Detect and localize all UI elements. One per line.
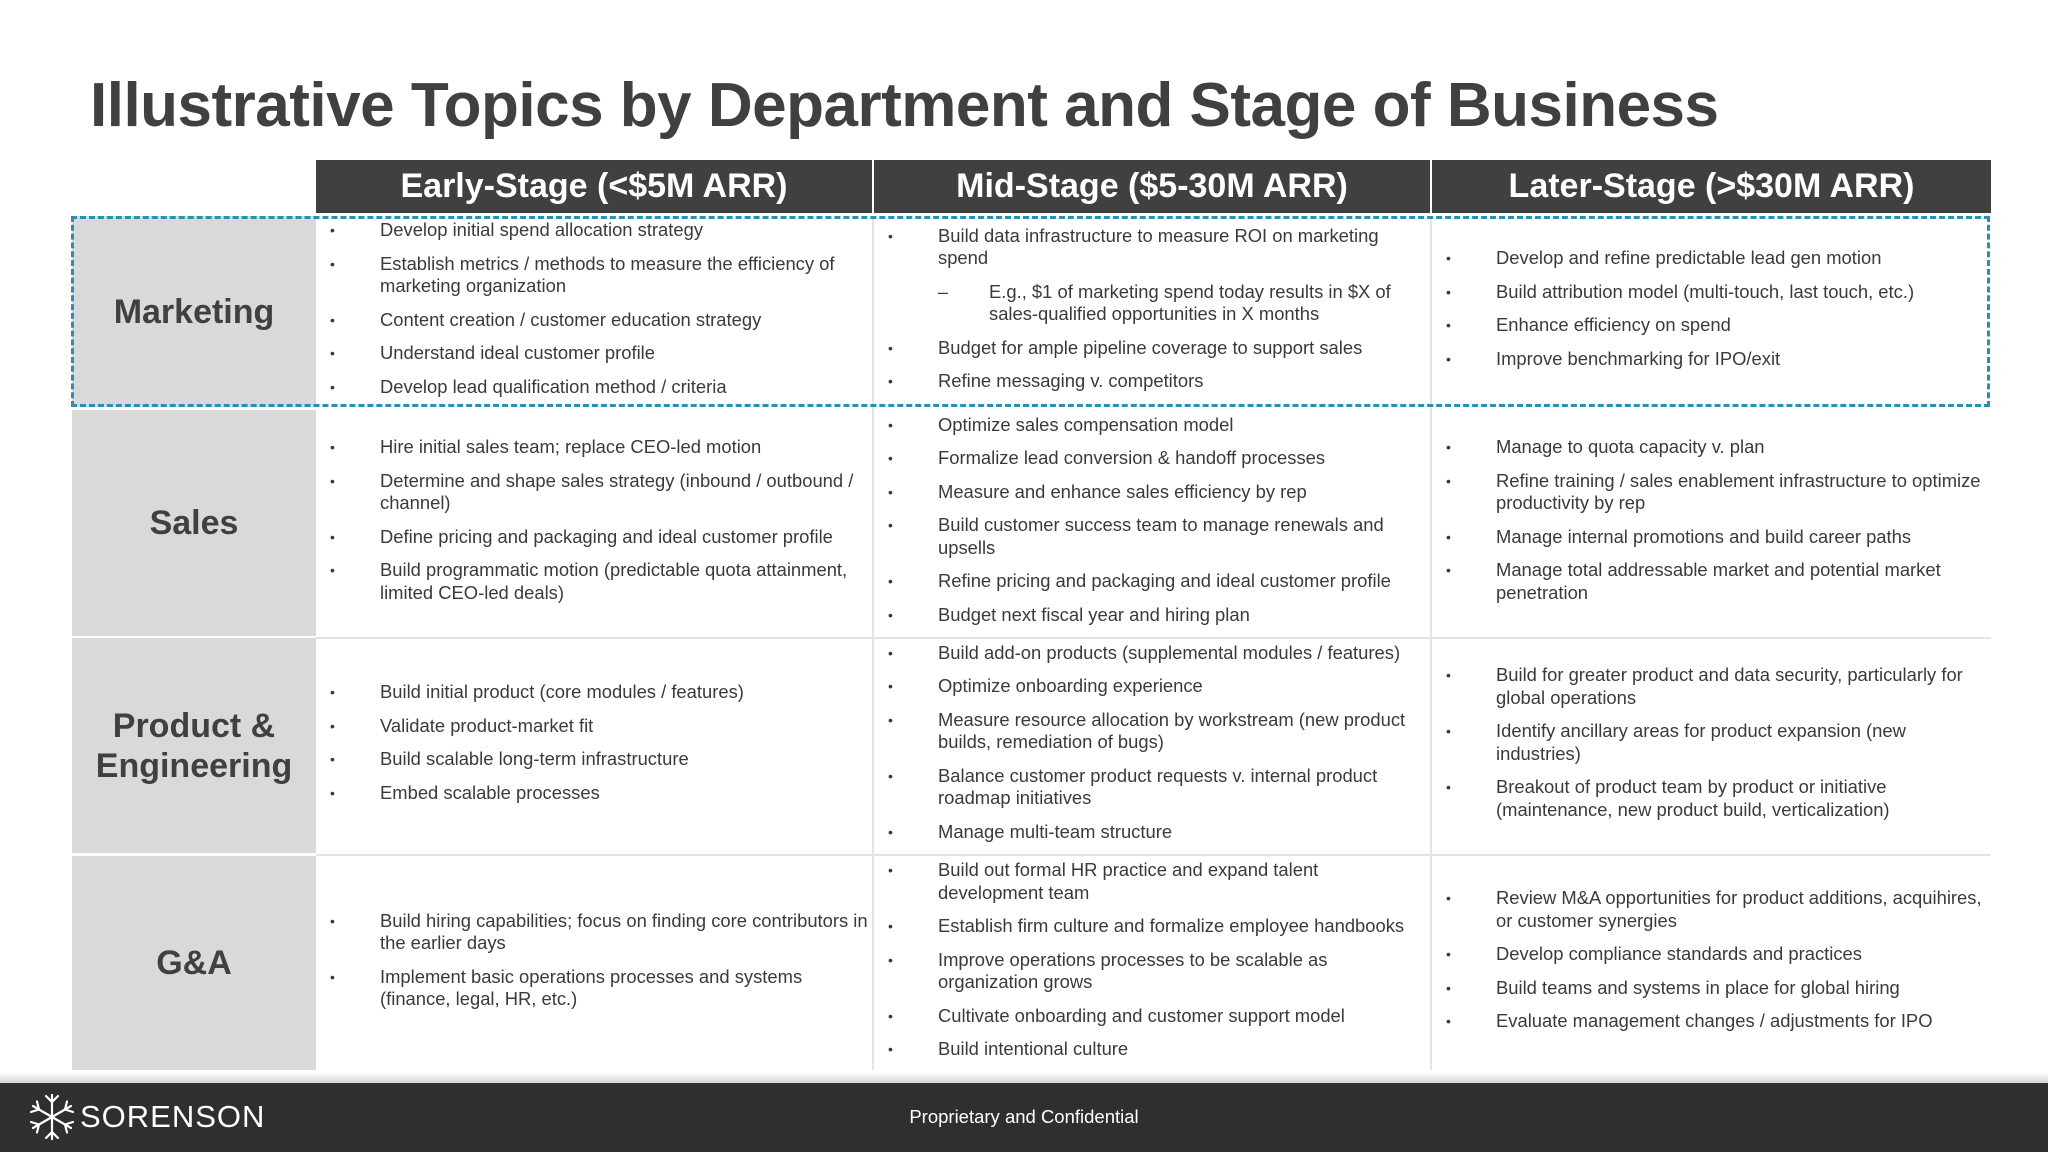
list-item-text: Balance customer product requests v. internal product roadmap initiatives: [938, 764, 1378, 809]
list-item-text: Evaluate management changes / adjustments for IPO: [1496, 1010, 1933, 1032]
bullet-marker: –: [938, 281, 949, 302]
list-item: [1432, 776, 1988, 821]
bullet-list: [316, 431, 868, 615]
bullet-marker: •: [330, 562, 335, 578]
list-item-text: Improve benchmarking for IPO/exit: [1496, 347, 1781, 369]
list-item: [1432, 436, 1988, 459]
list-item: [316, 966, 868, 1011]
list-item-text: Refine messaging v. competitors: [938, 370, 1204, 391]
bullet-list: [316, 676, 868, 815]
list-item: [874, 821, 1426, 844]
logo-text: SORENSON: [80, 1099, 266, 1134]
bullet-marker: •: [1446, 1013, 1451, 1030]
bullet-marker: •: [888, 951, 893, 968]
bullet-marker: •: [888, 918, 893, 935]
row-label-text: Sales: [149, 504, 239, 542]
bullet-marker: •: [330, 684, 335, 700]
list-item: [874, 859, 1426, 904]
list-item-text: Measure and enhance sales efficiency by rep: [938, 480, 1307, 502]
list-item-text: Develop and refine predictable lead gen motion: [1496, 247, 1882, 268]
list-item-text: Develop initial spend allocation strategy: [380, 219, 704, 240]
list-item-text: Build customer success team to manage renewals and upsells: [938, 514, 1384, 558]
marketing-highlight-box: [71, 216, 1990, 407]
list-item-text: Embed scalable processes: [380, 781, 600, 803]
list-item-text: Build add-on products (supplemental modules / features): [938, 641, 1401, 663]
list-item-text: Manage internal promotions and build career paths: [1496, 525, 1912, 547]
cell-sales-early: [316, 410, 868, 636]
list-item-text: Build intentional culture: [938, 1038, 1129, 1060]
list-item-text: Build programmatic motion (predictable quota attainment, limited CEO-led deals): [380, 559, 848, 603]
bullet-marker: •: [888, 711, 893, 728]
bullet-marker: •: [330, 222, 335, 238]
list-item: [874, 915, 1426, 938]
bullet-marker: •: [888, 227, 893, 244]
list-item-text: Optimize onboarding experience: [938, 675, 1203, 697]
list-item-text: Determine and shape sales strategy (inbound / outbound / channel): [380, 469, 854, 513]
bullet-marker: •: [888, 644, 893, 661]
bullet-marker: •: [330, 528, 335, 545]
list-item: [1432, 720, 1988, 765]
bullet-marker: •: [888, 517, 893, 534]
bullet-marker: •: [1446, 283, 1451, 300]
list-item: [316, 470, 868, 515]
bullet-marker: •: [1446, 562, 1451, 578]
bullet-marker: •: [1446, 350, 1451, 367]
bullet-marker: •: [888, 678, 893, 695]
row-label-g-and-a: [72, 856, 316, 1070]
list-item: [316, 436, 868, 459]
list-item-text: Build out formal HR practice and expand talent development team: [938, 859, 1319, 903]
bullet-marker: •: [1446, 528, 1451, 545]
cell-product-mid: [874, 638, 1426, 853]
list-item-text: Define pricing and packaging and ideal customer profile: [380, 525, 833, 547]
list-item: [874, 447, 1426, 470]
cell-ga-mid: [874, 856, 1426, 1070]
bullet-marker: •: [888, 767, 893, 784]
list-item: [316, 748, 868, 771]
bullet-marker: •: [330, 784, 335, 801]
list-item-text: Manage total addressable market and potential market penetration: [1496, 559, 1941, 603]
list-item: [874, 765, 1426, 810]
list-item-text: Build initial product (core modules / features): [380, 681, 744, 702]
bullet-marker: •: [888, 450, 893, 467]
bullet-marker: •: [330, 751, 335, 767]
cell-ga-later: [1432, 856, 1988, 1070]
list-item-text: Manage multi-team structure: [938, 820, 1173, 842]
bullet-marker: •: [330, 378, 335, 395]
bullet-marker: •: [1446, 946, 1451, 963]
list-item-text: Develop lead qualification method / criteria: [380, 375, 727, 397]
list-item-text: Formalize lead conversion & handoff processes: [938, 447, 1326, 469]
list-item-text: Build for greater product and data security, particularly for global operations: [1496, 664, 1963, 708]
cell-sales-later: [1432, 410, 1988, 636]
list-item-text: Build hiring capabilities; focus on finding core contributors in the earlier days: [380, 909, 868, 953]
list-item-text: Cultivate onboarding and customer support model: [938, 1004, 1345, 1026]
list-item-text: Build teams and systems in place for global hiring: [1496, 976, 1900, 998]
list-item: [874, 675, 1426, 698]
list-item: [874, 604, 1426, 627]
list-item-text: Build scalable long-term infrastructure: [380, 748, 689, 769]
bullet-marker: •: [1446, 723, 1451, 739]
bullet-marker: •: [888, 606, 893, 623]
row-label-text: Marketing: [113, 292, 275, 331]
list-item: [874, 949, 1426, 994]
bullet-list: [874, 637, 1426, 855]
list-item: [874, 1005, 1426, 1028]
list-item: [1432, 977, 1988, 1000]
list-item-text: Identify ancillary areas for product expansion (new industries): [1496, 720, 1906, 764]
bullet-marker: •: [330, 255, 335, 272]
list-item: [1432, 526, 1988, 549]
bullet-list: [1432, 882, 1988, 1044]
list-item-text: Budget for ample pipeline coverage to support sales: [938, 336, 1363, 358]
bullet-list: [316, 905, 868, 1022]
bullet-marker: •: [330, 968, 335, 985]
list-item-text: Develop compliance standards and practices: [1496, 943, 1862, 965]
row-label-text: Product &: [112, 706, 276, 745]
bullet-marker: •: [888, 373, 893, 389]
bullet-marker: •: [888, 1007, 893, 1024]
column-header-early-stage: Early-Stage (<$5M ARR): [316, 160, 872, 213]
list-item-text: Hire initial sales team; replace CEO-led motion: [380, 436, 762, 457]
column-header-mid-stage: Mid-Stage ($5-30M ARR): [874, 160, 1430, 213]
list-item: [1432, 664, 1988, 709]
bullet-marker: •: [1446, 979, 1451, 996]
list-item-text: Implement basic operations processes and systems (finance, legal, HR, etc.): [380, 965, 803, 1009]
list-item: [316, 782, 868, 805]
list-item-text: E.g., $1 of marketing spend today results in $X of sales-qualified opportunities in X months: [989, 280, 1391, 324]
list-item-text: Build attribution model (multi-touch, last touch, etc.): [1496, 280, 1915, 302]
bullet-marker: •: [1446, 317, 1451, 333]
list-item: [316, 526, 868, 549]
list-item-text: Understand ideal customer profile: [380, 342, 655, 363]
bullet-marker: •: [330, 311, 335, 328]
list-item-text: Refine pricing and packaging and ideal customer profile: [938, 570, 1391, 592]
column-header-later-stage: Later-Stage (>$30M ARR): [1432, 160, 1991, 213]
list-item: [316, 715, 868, 738]
cell-product-early: [316, 638, 868, 853]
cell-ga-early: [316, 856, 868, 1070]
list-item: [316, 559, 868, 604]
bullet-marker: •: [1446, 667, 1451, 683]
bullet-marker: •: [330, 345, 335, 361]
bullet-list: [1432, 659, 1988, 832]
list-item: [874, 1038, 1426, 1061]
list-item: [1432, 1010, 1988, 1033]
list-item-text: Enhance efficiency on spend: [1496, 314, 1731, 335]
list-item-text: Establish firm culture and formalize employee handbooks: [938, 915, 1405, 937]
bullet-marker: •: [888, 573, 893, 590]
list-item: [874, 642, 1426, 665]
list-item-text: Improve operations processes to be scalable as organization grows: [938, 948, 1328, 993]
list-item: [1432, 470, 1988, 515]
list-item: [1432, 943, 1988, 966]
bullet-marker: •: [1446, 779, 1451, 795]
confidentiality-notice: Proprietary and Confidential: [909, 1106, 1139, 1127]
list-item-text: Build data infrastructure to measure ROI on marketing spend: [938, 224, 1379, 268]
bullet-marker: •: [330, 717, 335, 734]
list-item: [874, 570, 1426, 593]
bullet-marker: •: [1446, 472, 1451, 489]
bullet-list: [874, 854, 1426, 1072]
row-label-product-engineering: [72, 638, 316, 853]
list-item-text: Content creation / customer education strategy: [380, 308, 762, 330]
list-item-text: Review M&A opportunities for product additions, acquihires, or customer synergies: [1496, 887, 1982, 931]
cell-sales-mid: [874, 410, 1426, 636]
row-label-sales: [72, 410, 316, 636]
list-item: [874, 481, 1426, 504]
cell-product-later: [1432, 638, 1988, 853]
bullet-marker: •: [888, 823, 893, 840]
bullet-marker: •: [888, 483, 893, 500]
list-item: [874, 414, 1426, 437]
bullet-marker: •: [888, 339, 893, 356]
bullet-marker: •: [888, 1041, 893, 1058]
list-item-text: Refine training / sales enablement infrastructure to optimize productivity by rep: [1496, 469, 1981, 513]
list-item-text: Optimize sales compensation model: [938, 413, 1234, 435]
page-title: Illustrative Topics by Department and Stage of Business: [90, 71, 1719, 140]
list-item-text: Measure resource allocation by workstream (new product builds, remediation of bugs): [938, 708, 1406, 753]
list-item: [316, 681, 868, 704]
list-item: [874, 514, 1426, 559]
bullet-marker: •: [1446, 250, 1451, 266]
bullet-list: [874, 409, 1426, 638]
list-item: [874, 709, 1426, 754]
list-item-text: Validate product-market fit: [380, 714, 594, 736]
bullet-list: [1432, 431, 1988, 615]
bullet-marker: •: [330, 439, 335, 455]
list-item-text: Budget next fiscal year and hiring plan: [938, 603, 1250, 625]
bullet-marker: •: [330, 472, 335, 489]
list-item: [1432, 887, 1988, 932]
list-item: [316, 910, 868, 955]
bullet-marker: •: [1446, 439, 1451, 455]
list-item: [1432, 559, 1988, 604]
list-item-text: Establish metrics / methods to measure the efficiency of marketing organization: [380, 252, 835, 296]
bullet-marker: •: [330, 912, 335, 929]
row-label-text: G&A: [156, 944, 232, 982]
list-item-text: Breakout of product team by product or initiative (maintenance, new product build, verticalization): [1496, 776, 1890, 820]
list-item-text: Manage to quota capacity v. plan: [1496, 436, 1765, 457]
bullet-marker: •: [1446, 890, 1451, 907]
bullet-marker: •: [888, 416, 893, 433]
row-label-text: Engineering: [95, 746, 293, 785]
bullet-marker: •: [888, 862, 893, 879]
